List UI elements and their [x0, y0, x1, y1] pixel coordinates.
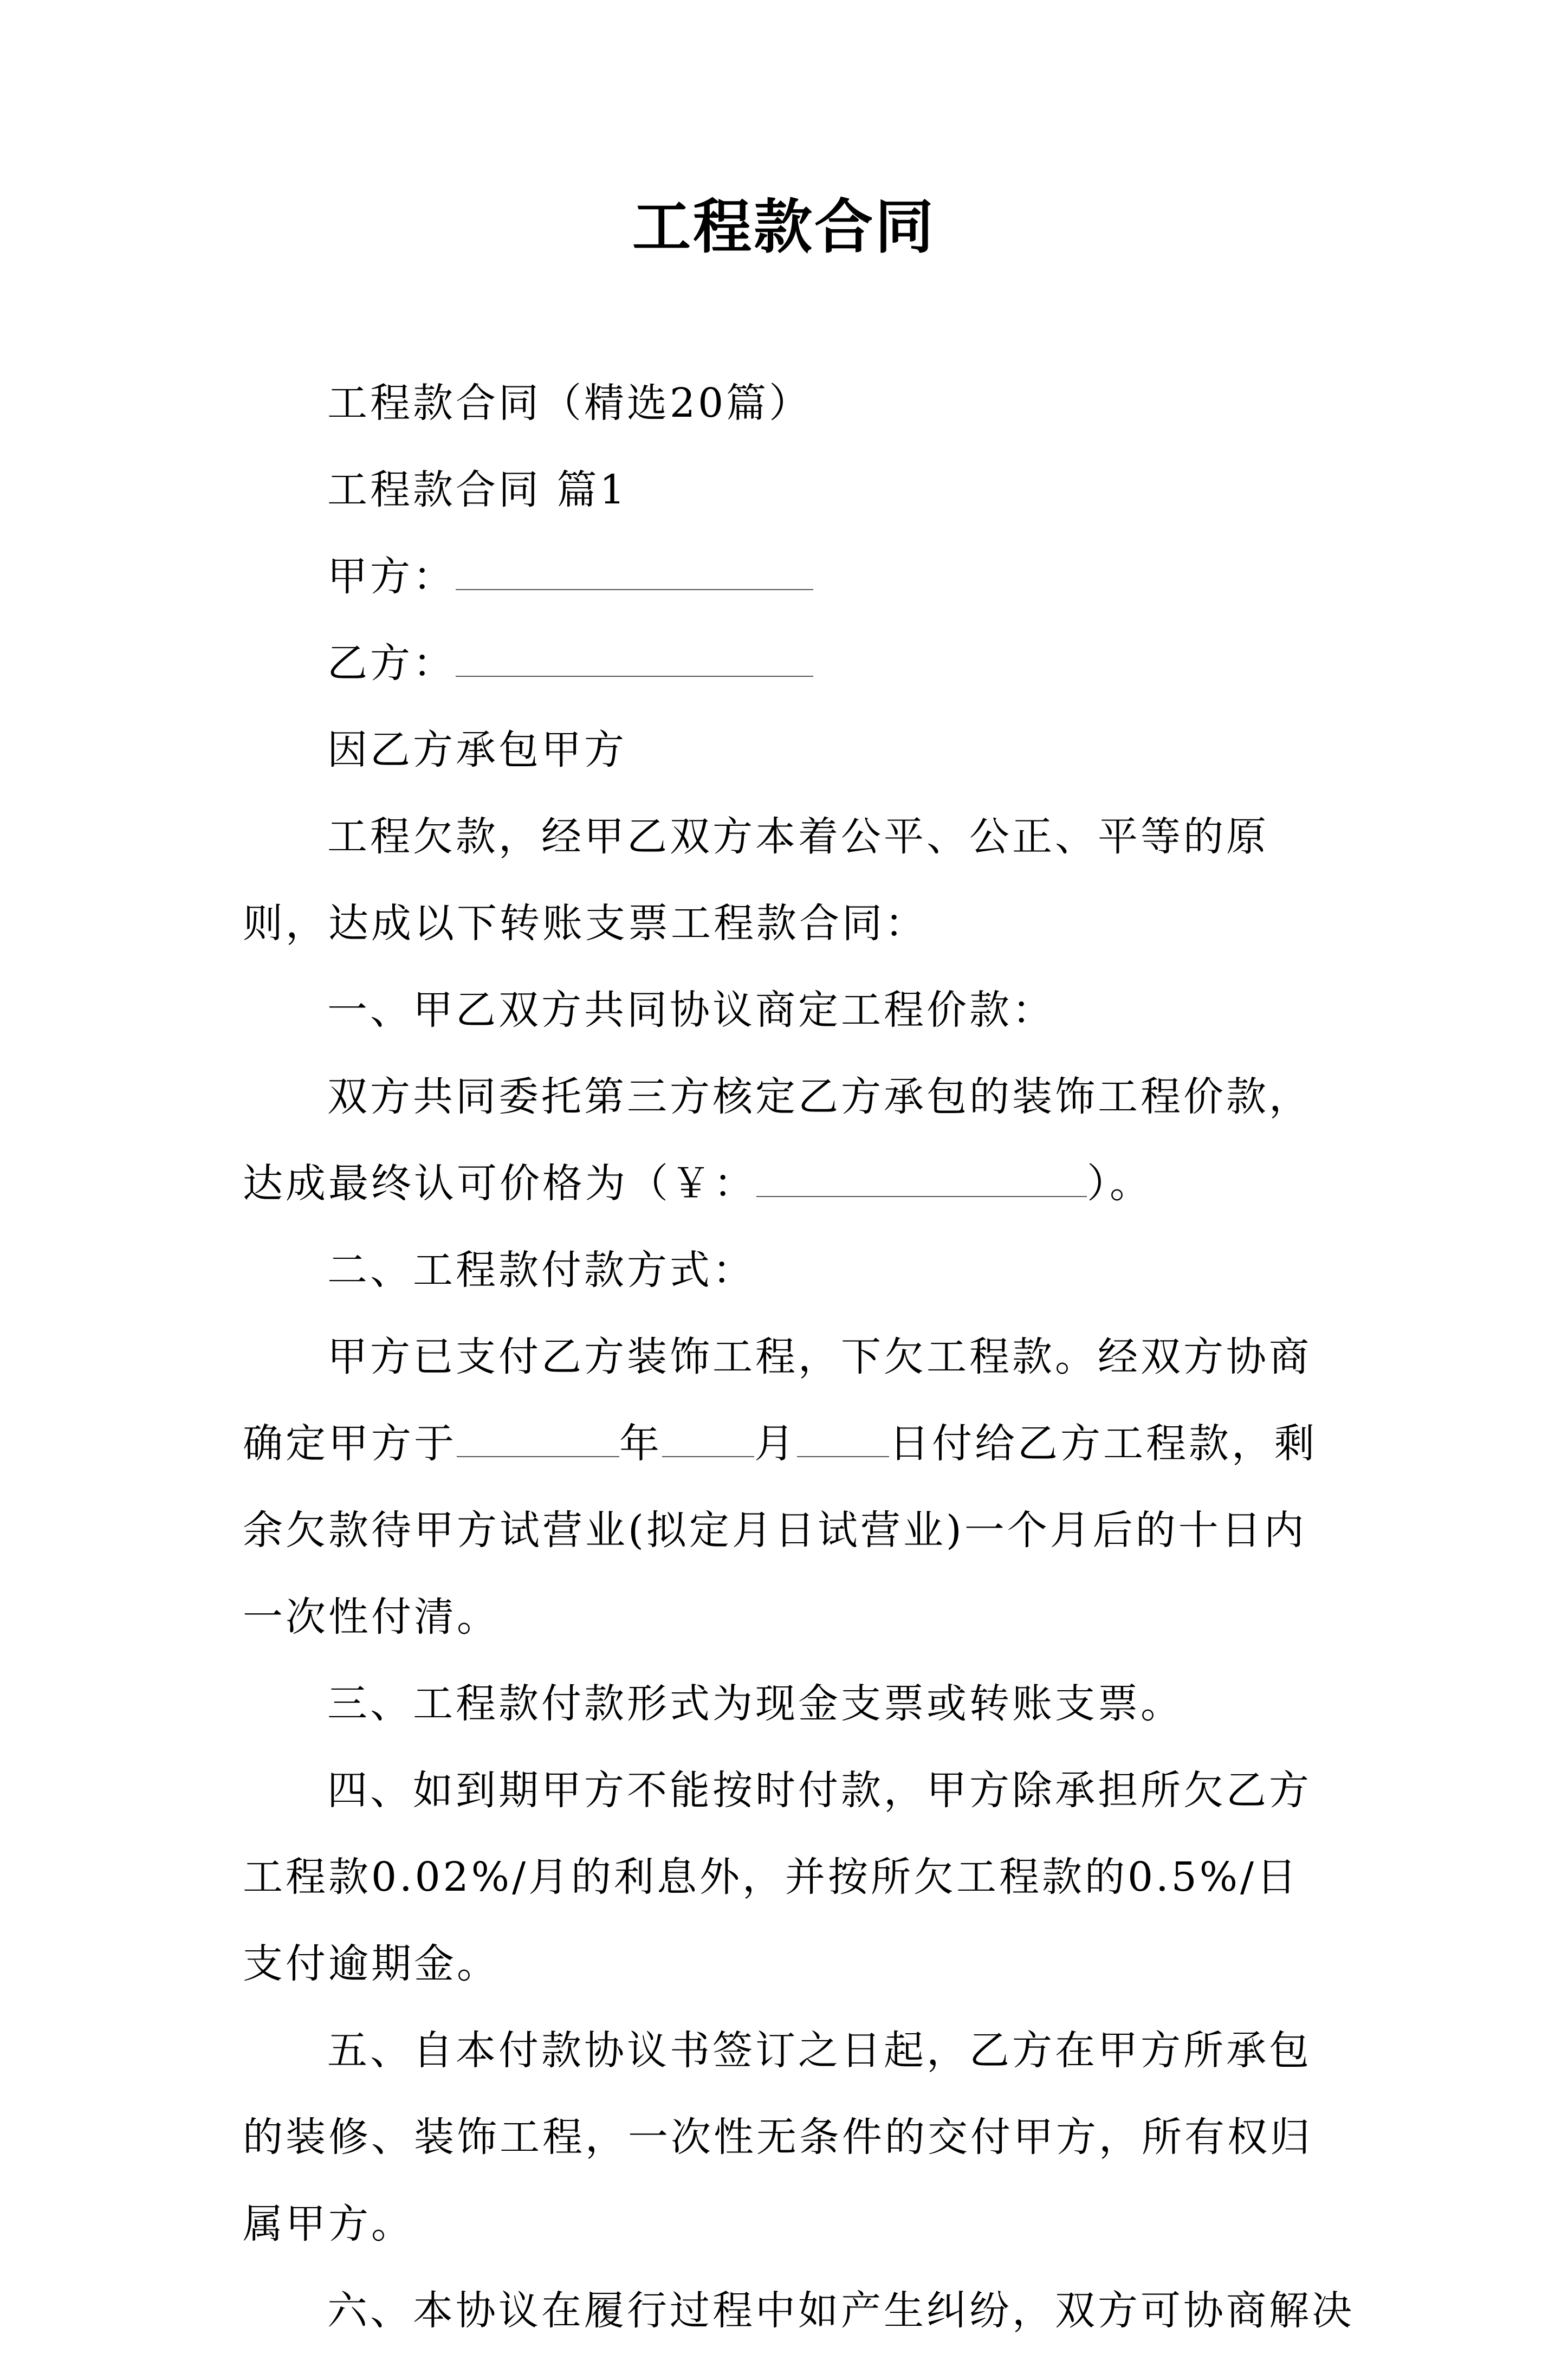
- clause-6: 六、本协议在履行过程中如产生纠纷，双方可协商解决: [327, 2287, 1355, 2334]
- party-a-line: [243, 533, 1337, 620]
- year-label: 年: [619, 1420, 662, 1467]
- clause-1-text-before: 双方共同委托第三方核定乙方承包的装饰工程价款，达成最终认可价格为（￥：: [243, 1073, 1312, 1207]
- party-b-label: 乙方：: [327, 640, 456, 687]
- clause-1-text-after: ）。: [1087, 1160, 1152, 1207]
- party-b-line: [243, 620, 1337, 707]
- month-blank[interactable]: [662, 1425, 754, 1457]
- party-b-blank[interactable]: [456, 644, 813, 677]
- intro-paragraph: 因乙方承包甲方: [327, 727, 627, 773]
- party-a-label: 甲方：: [327, 553, 456, 600]
- party-a-blank[interactable]: [456, 558, 813, 590]
- clause-1-title: 一、甲乙双方共同协议商定工程价款：: [327, 987, 1055, 1033]
- article-heading: 工程款合同 篇1: [327, 467, 628, 513]
- clause-2-text-a: 甲方已支付乙方装饰工程，下欠工程款。经双方协商确定甲方于: [243, 1334, 1312, 1467]
- paragraph-1: 工程欠款，经甲乙双方本着公平、公正、平等的原则，达成以下转账支票工程款合同：: [243, 813, 1269, 947]
- collection-heading: 工程款合同（精选20篇）: [327, 380, 812, 426]
- month-label: 月: [754, 1420, 797, 1467]
- year-blank[interactable]: [457, 1425, 619, 1457]
- clause-3: 三、工程款付款形式为现金支票或转账支票。: [327, 1680, 1183, 1727]
- clause-2-text: [243, 1314, 1337, 1660]
- clause-2-text-b: 日付给乙方工程款，剩余欠款待甲方试营业(拟定月日试营业)一个月后的十日内一次性付清。: [243, 1420, 1317, 1640]
- clause-5: 五、自本付款协议书签订之日起，乙方在甲方所承包的装修、装饰工程，一次性无条件的交付甲方，所有权归属甲方。: [243, 2027, 1313, 2247]
- document-body: [243, 360, 1355, 2354]
- clause-1-text: [243, 1053, 1337, 1227]
- clause-4: 四、如到期甲方不能按时付款，甲方除承担所欠乙方工程款0.02%/月的利息外，并按所欠工程款的0.5%/日支付逾期金。: [243, 1767, 1312, 1987]
- price-blank[interactable]: [756, 1165, 1087, 1197]
- day-blank[interactable]: [797, 1425, 889, 1457]
- document-title: 工程款合同: [632, 193, 936, 261]
- clause-2-title: 二、工程款付款方式：: [327, 1247, 755, 1294]
